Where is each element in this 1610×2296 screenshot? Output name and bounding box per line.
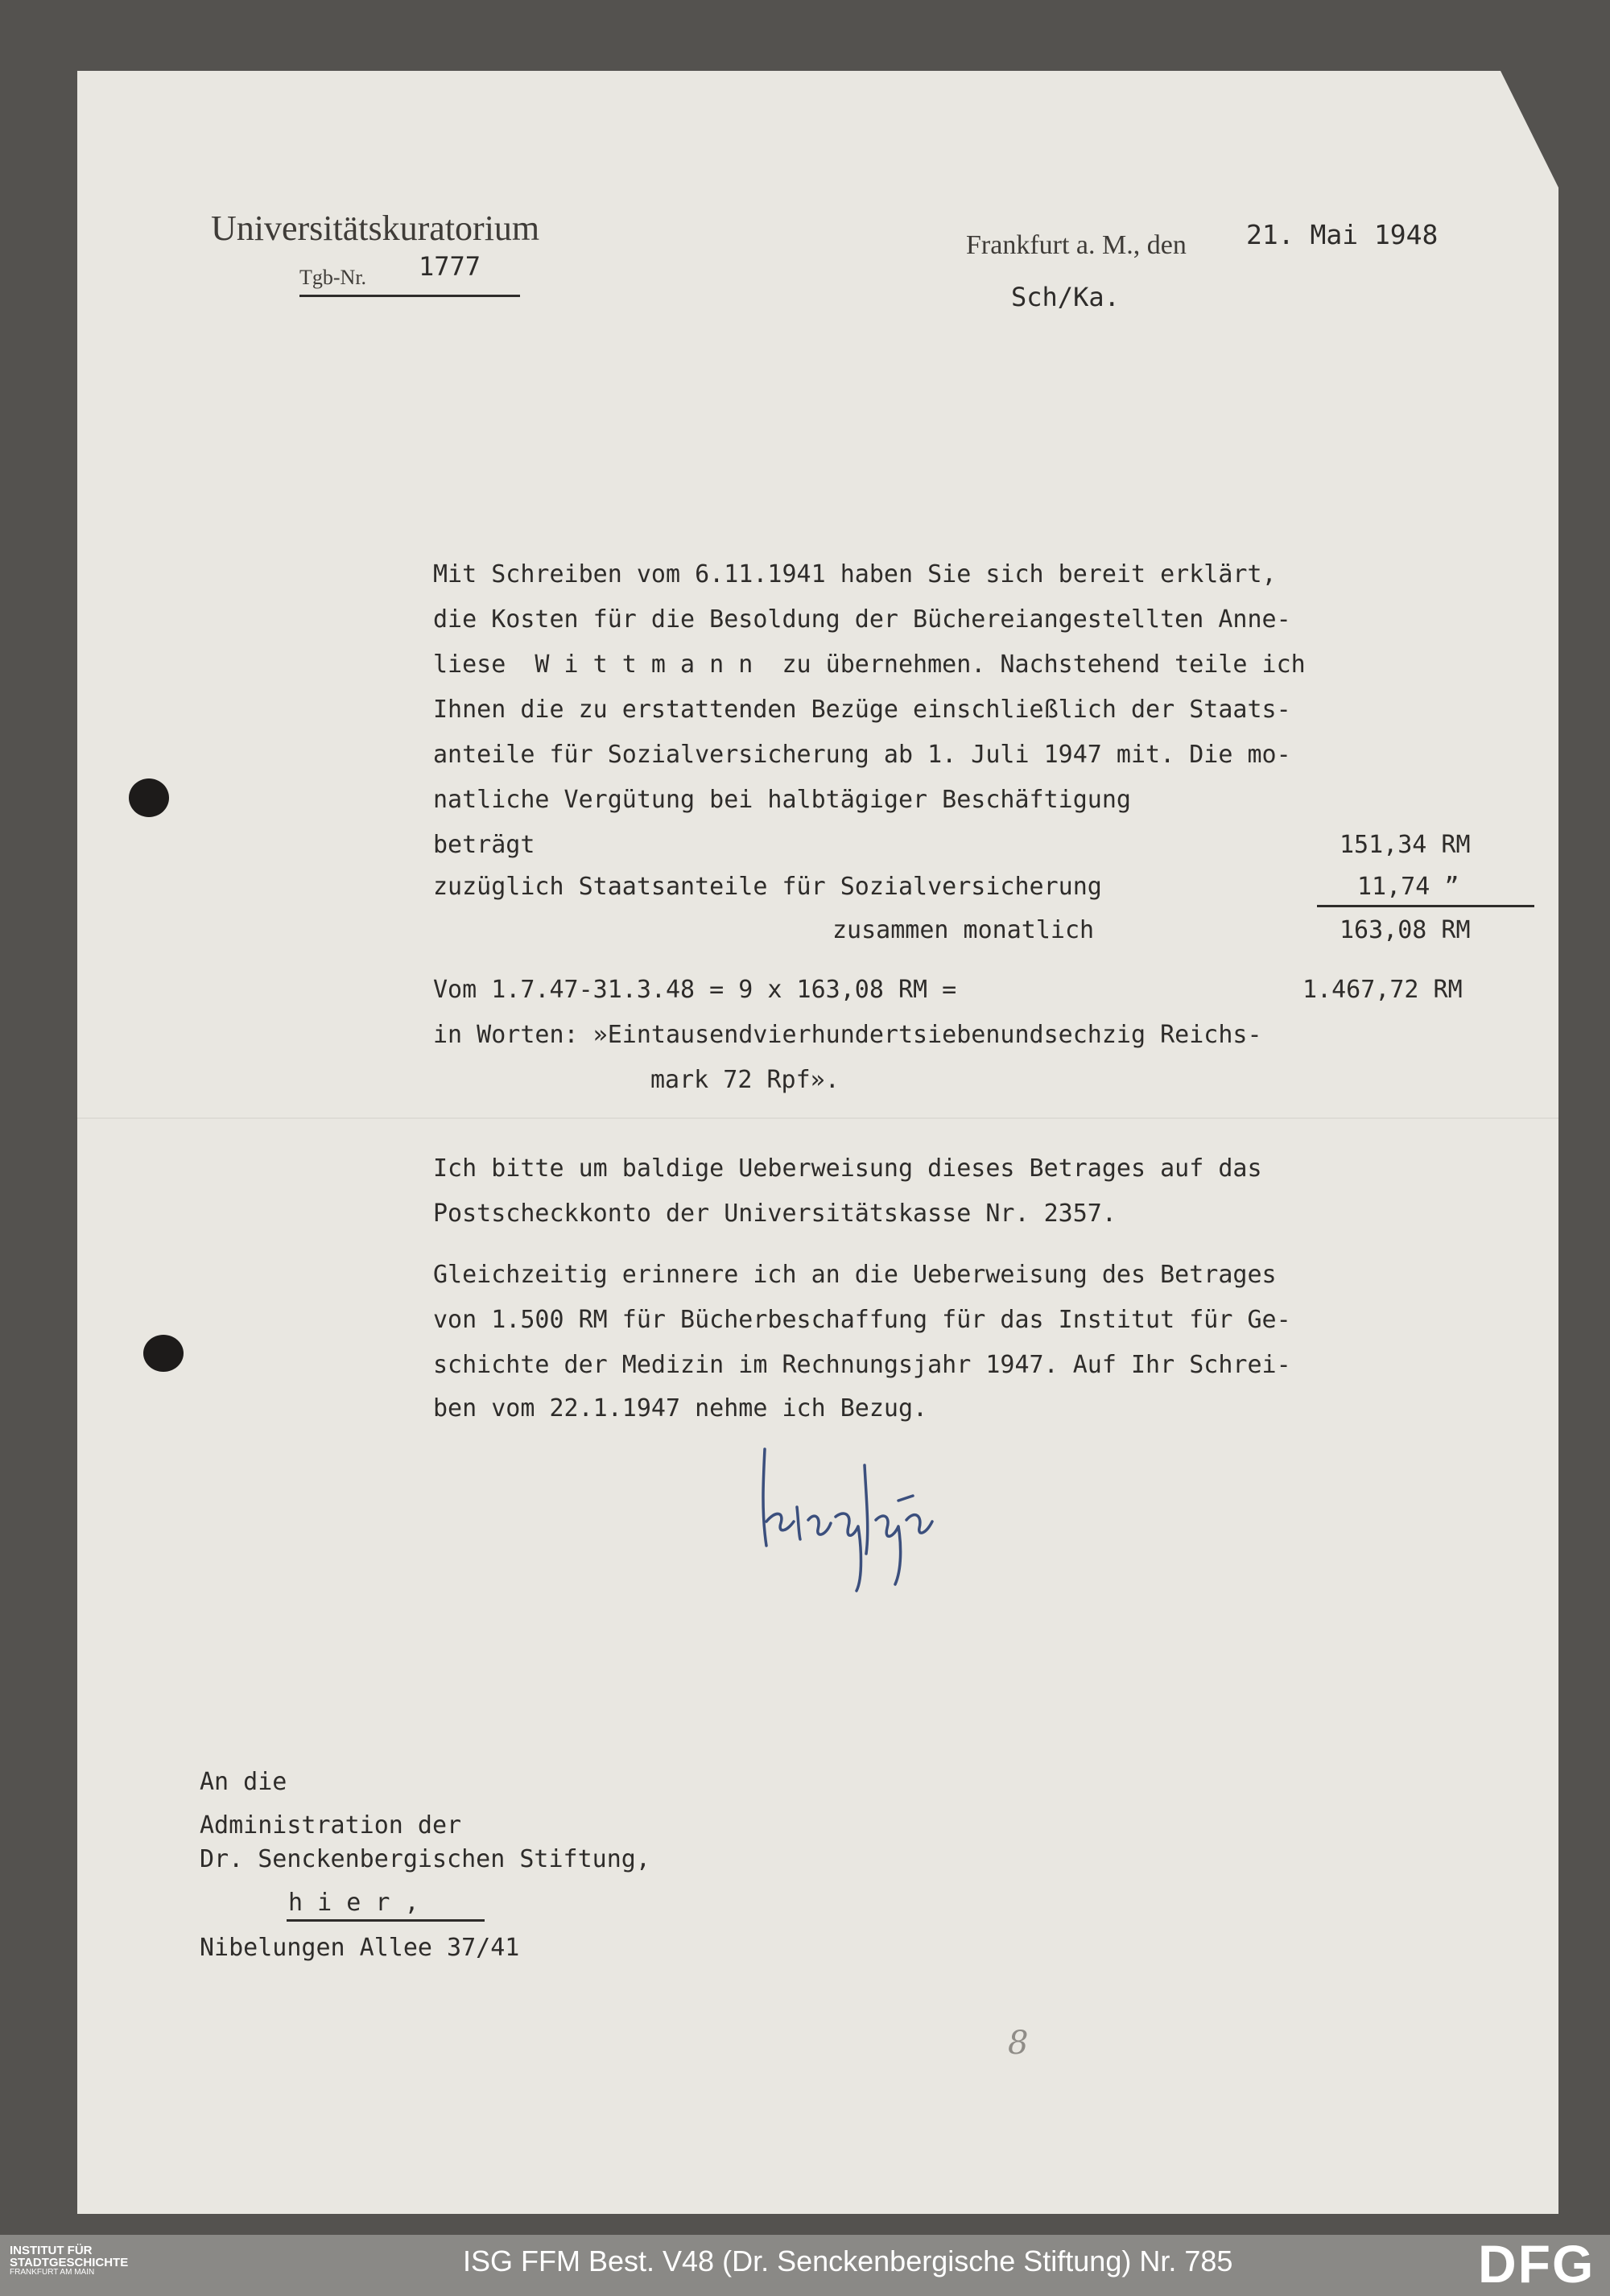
address-hier-underline [287,1919,485,1922]
handwritten-signature [749,1433,1038,1610]
intro-line-5: anteile für Sozialversicherung ab 1. Juli 1947 mit. Die mo- [433,741,1291,769]
paper-fold [77,1117,1558,1119]
paragraph2-line-2: Postscheckkonto der Universitätskasse Nr. 2357. [433,1200,1117,1228]
amount-label-1: beträgt [433,831,535,859]
reference-code: Sch/Ka. [1011,282,1120,312]
letter-date: 21. Mai 1948 [1246,219,1439,250]
isg-logo [10,2244,128,2277]
tgb-underline [299,295,520,297]
isg-logo-line-1: INSTITUT FÜR [10,2244,93,2257]
period-calculation: Vom 1.7.47-31.3.48 = 9 x 163,08 RM = [433,976,957,1004]
paragraph3-line-3: schichte der Medizin im Rechnungsjahr 1947. Auf Ihr Schrei- [433,1351,1291,1379]
period-total: 1.467,72 RM [1302,976,1463,1004]
punch-hole-top [129,778,169,817]
isg-logo-line-3: FRANKFURT AM MAIN [10,2268,95,2277]
amount-value-3: 163,08 RM [1340,916,1471,944]
tgb-label: Tgb-Nr. [299,266,367,289]
amount-value-1: 151,34 RM [1340,831,1471,859]
paragraph3-line-2: von 1.500 RM für Bücherbeschaffung für das Institut für Ge- [433,1306,1291,1334]
isg-logo-line-2: STADTGESCHICHTE [10,2256,129,2269]
address-line-3: Dr. Senckenbergischen Stiftung, [200,1845,650,1873]
archive-caption: ISG FFM Best. V48 (Dr. Senckenbergische Stiftung) Nr. 785 [463,2244,1233,2277]
address-line-4: h i e r , [288,1889,419,1917]
intro-line-4: Ihnen die zu erstattenden Bezüge einschließlich der Staats- [433,696,1291,724]
institution-name: Universitätskuratorium [211,209,540,248]
paragraph3-line-4: ben vom 22.1.1947 nehme ich Bezug. [433,1394,928,1423]
intro-line-6: natliche Vergütung bei halbtägiger Beschäftigung [433,786,1131,814]
place-label: Frankfurt a. M., den [966,230,1187,260]
address-line-5: Nibelungen Allee 37/41 [200,1934,520,1962]
intro-line-2: die Kosten für die Besoldung der Büchereiangestellten Anne- [433,605,1291,634]
dfg-logo: DFG [1478,2234,1596,2294]
paragraph2-line-1: Ich bitte um baldige Ueberweisung dieses Betrages auf das [433,1154,1262,1183]
amount-label-3: zusammen monatlich [832,916,1095,944]
address-line-1: An die [200,1768,287,1796]
punch-hole-bottom [143,1335,184,1372]
amount-in-words-1: in Worten: »Eintausendvierhundertsiebenundsechzig Reichs- [433,1021,1262,1049]
sum-underline [1317,905,1534,907]
intro-line-1: Mit Schreiben vom 6.11.1941 haben Sie sich bereit erklärt, [433,560,1277,588]
intro-line-3: liese W i t t m a n n zu übernehmen. Nachstehend teile ich [433,650,1306,679]
amount-in-words-2: mark 72 Rpf». [650,1066,840,1094]
tgb-number: 1777 [419,251,481,282]
pencil-page-number: 8 [1008,2025,1029,2062]
amount-label-2: zuzüglich Staatsanteile für Sozialversicherung [433,873,1102,901]
amount-value-2: 11,74 ” [1357,873,1459,901]
paragraph3-line-1: Gleichzeitig erinnere ich an die Ueberweisung des Betrages [433,1261,1277,1289]
address-line-2: Administration der [200,1811,462,1840]
